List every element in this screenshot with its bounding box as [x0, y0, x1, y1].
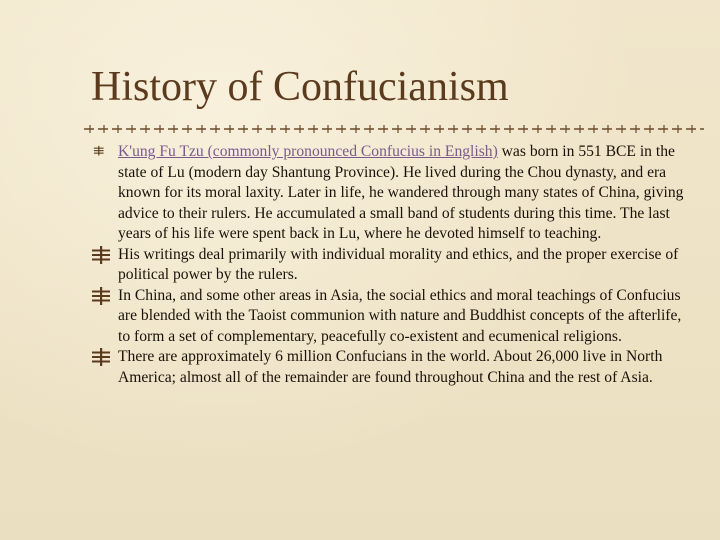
bullet-list: [92, 142, 692, 388]
slide-title: History of Confucianism: [91, 64, 509, 110]
bullet-item: [92, 142, 692, 245]
bullet-item: [92, 347, 692, 388]
bullet-item: [92, 286, 692, 348]
bullet-text: There are approximately 6 million Confucians in the world. About 26,000 live in North America; almost all of the remainder are found throughout China and the rest of Asia.: [118, 348, 663, 386]
bullet-text: His writings deal primarily with individual morality and ethics, and the proper exercise of political power by the rulers.: [118, 245, 679, 283]
bullet-item: [92, 245, 692, 286]
cross-bullet-icon: [92, 287, 110, 305]
bullet-text: In China, and some other areas in Asia, the social ethics and moral teachings of Confucius are blended with the Taoist communion with nature and Buddhist concepts of the afterlife, to form a set of complementary, peacefully co-existent and ecumenical religions.: [118, 286, 682, 345]
title-divider: [84, 122, 704, 136]
cross-bullet-icon: [92, 348, 110, 366]
confucius-name-link[interactable]: K'ung Fu Tzu (commonly pronounced Confucius in English): [118, 143, 498, 160]
cross-bullet-icon: [94, 146, 104, 156]
bullet-text: was born in 551 BCE in the state of Lu (modern day Shantung Province). He lived during the Chou dynasty, and era known for its moral laxity. Later in life, he wandered through many states of China, giving advice to their rulers. He accumulated a small band of students during this time. The last years of his life were spent back in Lu, where he devoted himself to teaching.: [118, 143, 684, 242]
cross-bullet-icon: [92, 246, 110, 264]
